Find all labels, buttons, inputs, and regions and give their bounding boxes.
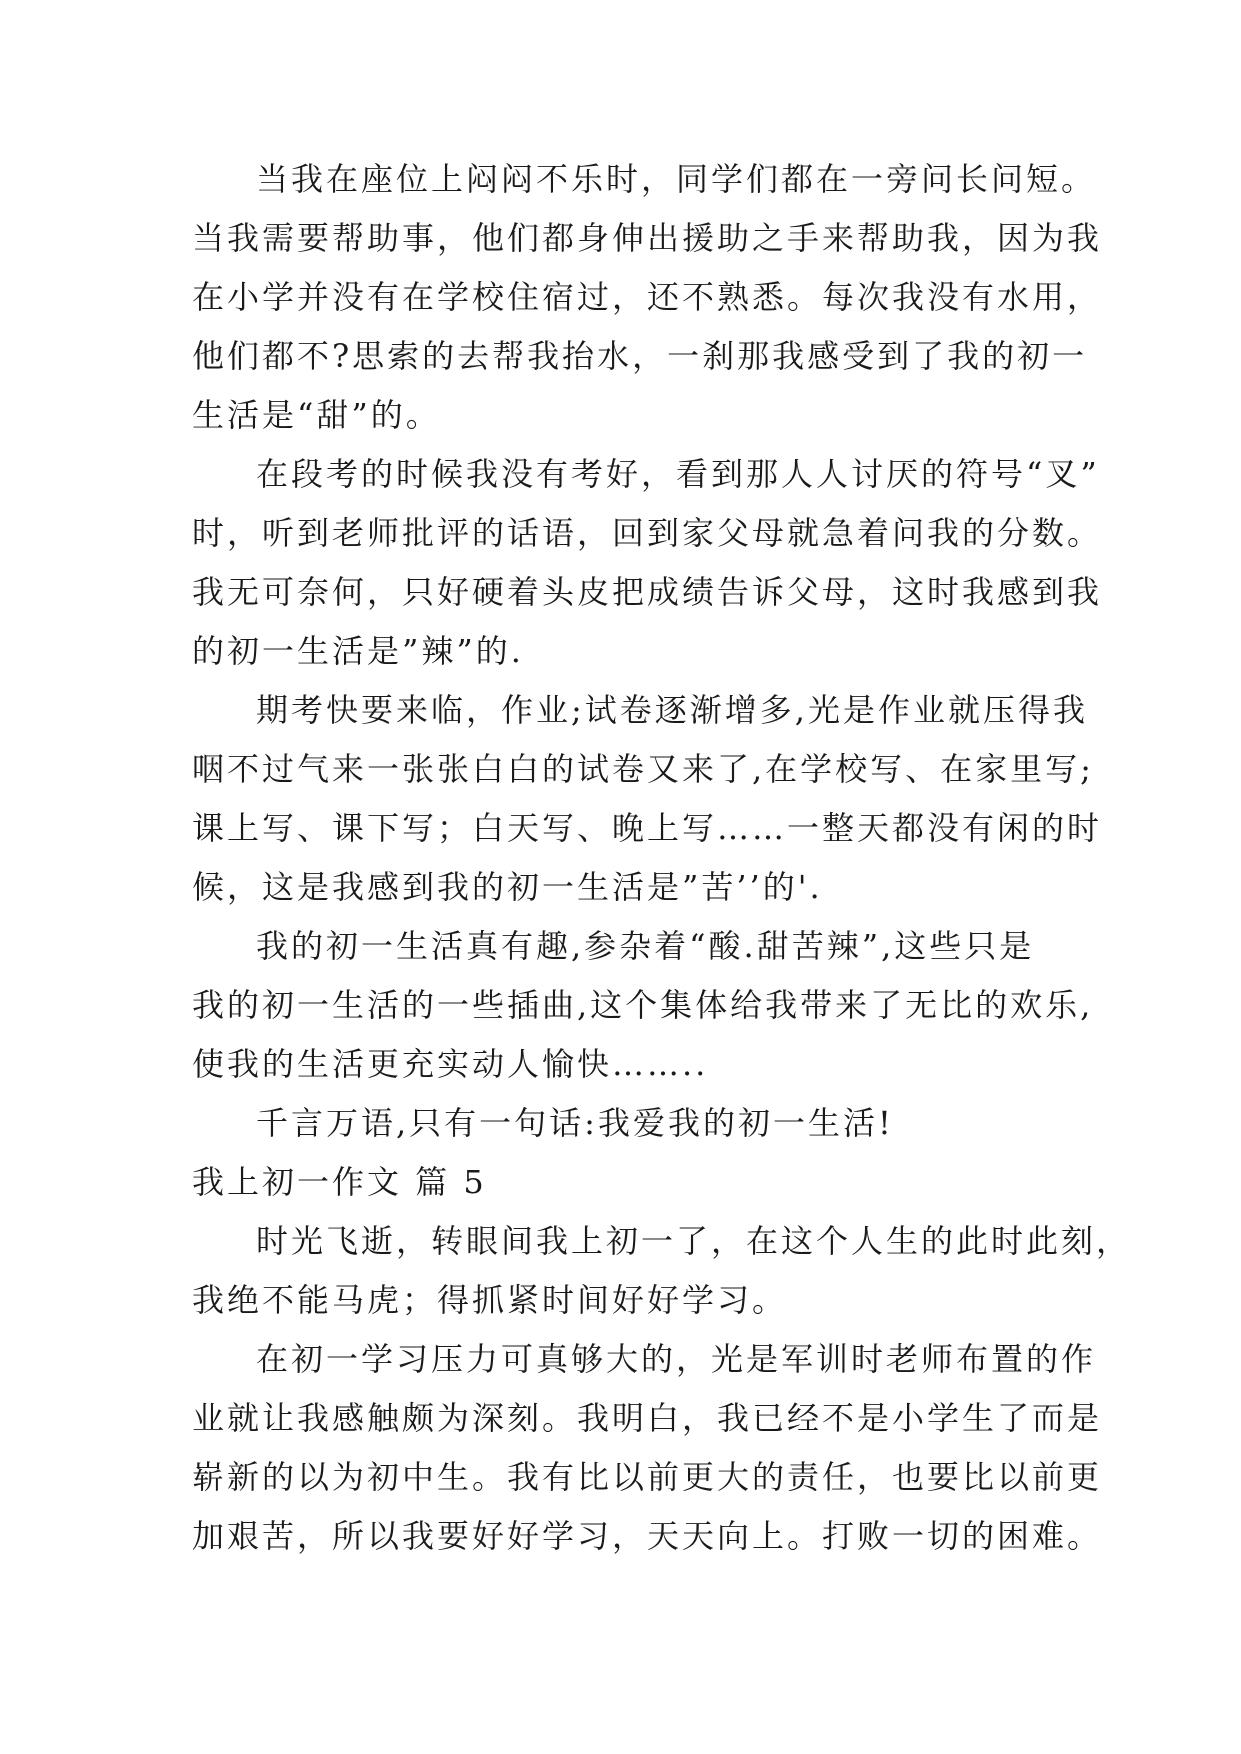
paragraph-line: 我无可奈何，只好硬着头皮把成绩告诉父母，这时我感到我 (192, 573, 1103, 611)
paragraph-line: 候，这是我感到我的初一生活是”苦’’的'. (192, 868, 823, 906)
paragraph-line: 当我需要帮助事，他们都身伸出援助之手来帮助我，因为我 (192, 219, 1103, 257)
paragraph-line: 在段考的时候我没有考好，看到那人人讨厌的符号“叉” (256, 455, 1100, 493)
essay-body (192, 150, 1132, 1566)
section-heading: 我上初一作文 篇 5 (192, 1163, 487, 1201)
paragraph-line: 在小学并没有在学校住宿过，还不熟悉。每次我没有水用， (192, 278, 1103, 316)
paragraph-line: 千言万语,只有一句话:我爱我的初一生活! (256, 1104, 894, 1142)
paragraph-line: 我的初一生活的一些插曲,这个集体给我带来了无比的欢乐, (192, 986, 1094, 1024)
paragraph-line: 的初一生活是”辣”的. (192, 632, 524, 670)
paragraph-line: 咽不过气来一张张白白的试卷又来了,在学校写、在家里写; (192, 750, 1094, 788)
paragraph-line: 时，听到老师批评的话语，回到家父母就急着问我的分数。 (192, 514, 1103, 552)
paragraph-line: 课上写、课下写；白天写、晚上写……一整天都没有闲的时 (192, 809, 1103, 847)
paragraph-line: 时光飞逝，转眼间我上初一了，在这个人生的此时此刻， (256, 1222, 1132, 1260)
paragraph-line: 崭新的以为初中生。我有比以前更大的责任，也要比以前更 (192, 1458, 1103, 1496)
paragraph-line: 使我的生活更充实动人愉快…….. (192, 1045, 709, 1083)
paragraph-line: 业就让我感触颇为深刻。我明白，我已经不是小学生了而是 (192, 1399, 1103, 1437)
paragraph-line: 我绝不能马虎；得抓紧时间好好学习。 (192, 1281, 788, 1319)
paragraph-line: 他们都不?思索的去帮我抬水，一刹那我感受到了我的初一 (192, 337, 1088, 375)
paragraph-line: 在初一学习压力可真够大的，光是军训时老师布置的作 (256, 1340, 1097, 1378)
paragraph-line: 期考快要来临，作业;试卷逐渐增多,光是作业就压得我 (256, 691, 1088, 729)
paragraph-line: 我的初一生活真有趣,参杂着“酸.甜苦辣”,这些只是 (256, 927, 1035, 965)
paragraph-line: 当我在座位上闷闷不乐时，同学们都在一旁问长问短。 (256, 160, 1097, 198)
paragraph-line: 加艰苦，所以我要好好学习，天天向上。打败一切的困难。 (192, 1517, 1103, 1555)
paragraph-line: 生活是“甜”的。 (192, 396, 441, 434)
